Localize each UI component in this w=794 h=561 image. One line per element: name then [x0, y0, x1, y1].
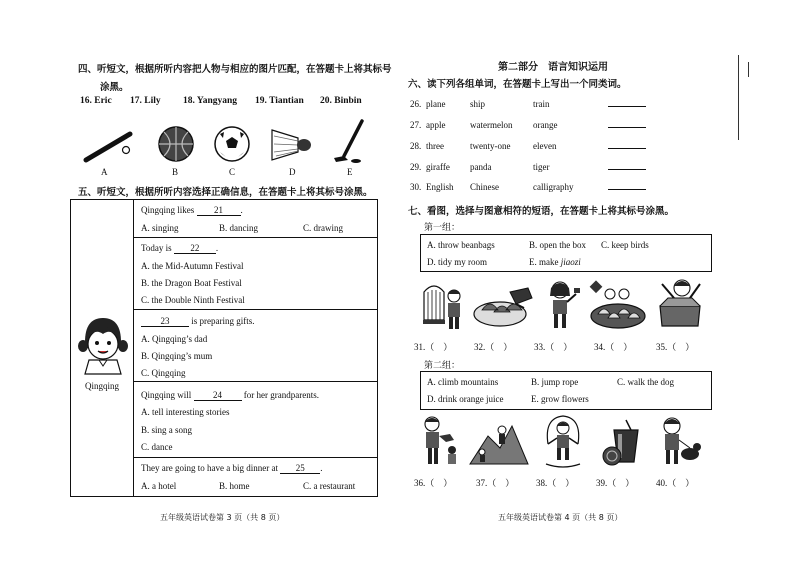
- girl-character-icon: [75, 312, 131, 376]
- answer-36: 36.（ ）: [414, 478, 453, 488]
- group1-option-a: A. throw beanbags: [427, 240, 495, 250]
- q23-option-a: A. Qingqing’s dad: [141, 334, 208, 344]
- group2-option-e: E. grow flowers: [531, 394, 589, 404]
- group2-answers-row: [410, 476, 710, 490]
- answer-40: 40.（ ）: [656, 478, 695, 488]
- left-page-footer: 五年级英语试卷第 3 页（共 8 页）: [160, 513, 285, 522]
- group2-option-b: B. jump rope: [531, 377, 579, 387]
- pic-label-c: C: [229, 167, 236, 177]
- jump-rope-icon: [542, 414, 584, 468]
- person-18: 18. Yangyang: [183, 96, 238, 106]
- group2-options-box: [420, 371, 712, 410]
- group2-label: 第二组：: [424, 361, 461, 371]
- q22-option-a: A. the Mid-Autumn Festival: [141, 261, 244, 271]
- people-row: [80, 96, 380, 110]
- q21-option-c: C. drawing: [303, 223, 343, 233]
- sec5-title: 五、听短文，根据所听内容选择正确信息，在答题卡上将其标号涂黑。: [78, 187, 373, 198]
- row-divider: [133, 381, 377, 382]
- pic-label-a: A: [101, 167, 108, 177]
- group1-answers-row: [410, 340, 710, 354]
- answer-line: [608, 169, 646, 170]
- q22-stem: Today is 22 .: [141, 243, 219, 253]
- birdcage-boy-icon: [420, 276, 468, 332]
- jiaozi-plate-icon: [588, 280, 646, 332]
- margin-line: [748, 62, 749, 77]
- sec6-row-27: 27. apple watermelon orange: [410, 120, 660, 134]
- person-16: 16. Eric: [80, 96, 112, 106]
- group2-option-c: C. walk the dog: [617, 377, 674, 387]
- shuttlecock-icon: [268, 124, 316, 164]
- right-page-footer: 五年级英语试卷第 4 页（共 8 页）: [498, 513, 623, 522]
- group1-option-d: D. tidy my room: [427, 257, 487, 267]
- q25-option-c: C. a restaurant: [303, 481, 356, 491]
- sec6-title: 六、读下列各组单词，在答题卡上写出一个同类词。: [408, 79, 627, 90]
- sec6-row-28: 28. three twenty-one eleven: [410, 141, 660, 155]
- q25-option-a: A. a hotel: [141, 481, 177, 491]
- answer-33: 33.（ ）: [534, 342, 573, 352]
- answer-35: 35.（ ）: [656, 342, 695, 352]
- q24-option-a: A. tell interesting stories: [141, 407, 230, 417]
- answer-31: 31.（ ）: [414, 342, 453, 352]
- q22-blank: 22: [174, 243, 216, 254]
- answer-34: 34.（ ）: [594, 342, 633, 352]
- q22-option-b: B. the Dragon Boat Festival: [141, 278, 242, 288]
- character-name: Qingqing: [85, 381, 120, 391]
- person-19: 19. Tiantian: [255, 96, 304, 106]
- q23-blank: 23: [141, 316, 189, 327]
- q24-stem: Qingqing will 24 for her grandparents.: [141, 390, 319, 400]
- q25-blank: 25: [280, 463, 320, 474]
- answer-line: [608, 148, 646, 149]
- row-divider: [133, 309, 377, 310]
- q24-blank: 24: [194, 390, 242, 401]
- group1-options-box: [420, 234, 712, 272]
- group1-option-e: E. make jiaozi: [529, 257, 581, 267]
- answer-line: [608, 189, 646, 190]
- q24-option-c: C. dance: [141, 442, 173, 452]
- hockey-stick-icon: [330, 118, 370, 166]
- answer-line: [608, 127, 646, 128]
- q21-option-b: B. dancing: [219, 223, 258, 233]
- sec7-title: 七、看图，选择与图意相符的短语，在答题卡上将其标号涂黑。: [408, 206, 675, 217]
- answer-32: 32.（ ）: [474, 342, 513, 352]
- q21-blank: 21: [197, 205, 241, 216]
- sec4-title-line2: 涂黑。: [100, 82, 129, 93]
- answer-line: [608, 106, 646, 107]
- juice-glass-icon: [600, 418, 646, 468]
- sec4-title-line1: 四、听短文，根据所听内容把人物与相应的图片匹配，在答题卡上将其标号: [78, 64, 392, 75]
- q25-option-b: B. home: [219, 481, 250, 491]
- box-boy-icon: [654, 276, 706, 332]
- group2-option-a: A. climb mountains: [427, 377, 499, 387]
- watering-flowers-icon: [420, 414, 464, 466]
- sec5-table: [70, 199, 378, 497]
- dumplings-hand-icon: [472, 284, 534, 330]
- margin-line: [738, 55, 739, 140]
- sec6-row-30: 30. English Chinese calligraphy: [410, 182, 660, 196]
- answer-37: 37.（ ）: [476, 478, 515, 488]
- pic-label-e: E: [347, 167, 353, 177]
- person-17: 17. Lily: [130, 96, 161, 106]
- group1-label: 第一组：: [424, 223, 461, 233]
- answer-38: 38.（ ）: [536, 478, 575, 488]
- boy-dog-icon: [654, 414, 702, 468]
- table-divider-vertical: [133, 200, 134, 496]
- soccer-ball-icon: [212, 124, 252, 164]
- climbing-icon: [468, 418, 530, 466]
- q23-option-b: B. Qingqing’s mum: [141, 351, 213, 361]
- group2-option-d: D. drink orange juice: [427, 394, 504, 404]
- q25-stem: They are going to have a big dinner at 25 .: [141, 463, 323, 473]
- sec6-row-29: 29. giraffe panda tiger: [410, 162, 660, 176]
- girl-throwing-icon: [542, 278, 582, 332]
- q24-option-b: B. sing a song: [141, 425, 193, 435]
- q22-option-c: C. the Double Ninth Festival: [141, 295, 245, 305]
- person-20: 20. Binbin: [320, 96, 362, 106]
- q23-stem: 23 is preparing gifts.: [141, 316, 255, 327]
- answer-39: 39.（ ）: [596, 478, 635, 488]
- q21-stem: Qingqing likes 21 .: [141, 205, 243, 215]
- pic-label-d: D: [289, 167, 296, 177]
- basketball-icon: [156, 124, 196, 164]
- q21-option-a: A. singing: [141, 223, 179, 233]
- part-title: 第二部分 语言知识运用: [498, 62, 608, 73]
- group1-option-c: C. keep birds: [601, 240, 649, 250]
- row-divider: [133, 237, 377, 238]
- baseball-bat-icon: [80, 126, 136, 166]
- q23-option-c: C. Qingqing: [141, 368, 186, 378]
- sec6-row-26: 26. plane ship train: [410, 99, 660, 113]
- group1-option-b: B. open the box: [529, 240, 586, 250]
- row-divider: [133, 457, 377, 458]
- pic-label-b: B: [172, 167, 179, 177]
